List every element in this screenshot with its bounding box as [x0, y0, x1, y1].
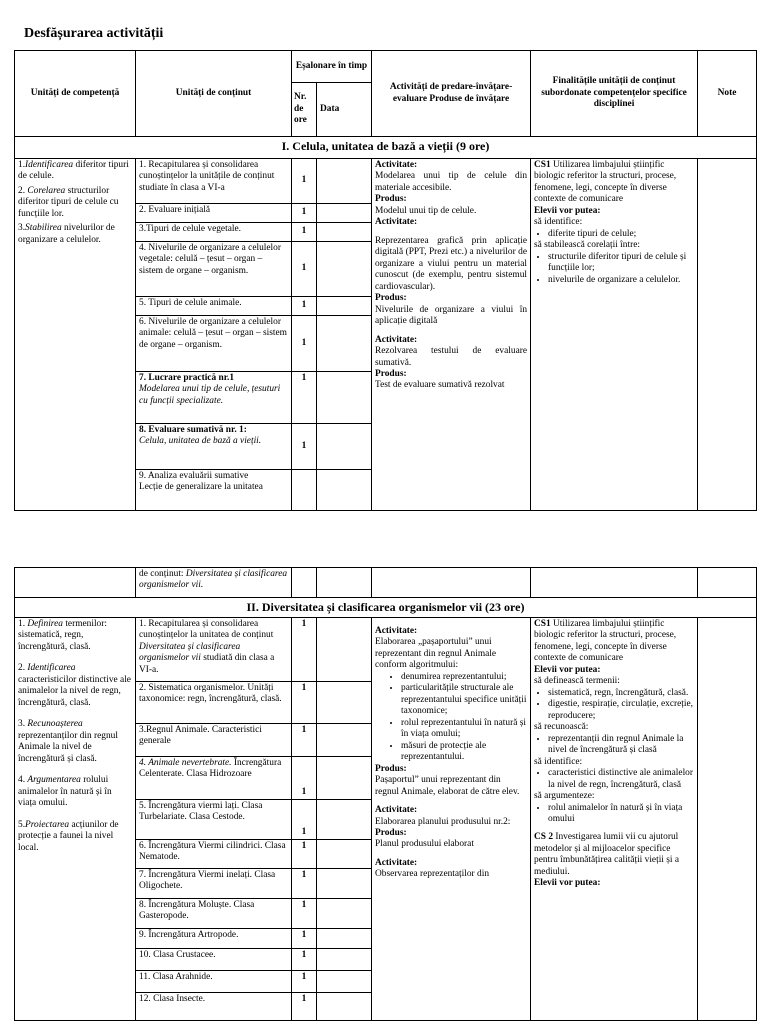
competence-item: 3.Stabilirea nivelurilor de organizare a celulelor. [18, 223, 115, 245]
notes-cell[interactable] [698, 568, 757, 598]
content-unit: 5. Tipuri de celule animale. [136, 297, 292, 316]
hours-value: 1 [292, 242, 317, 297]
date-cell[interactable] [317, 204, 372, 223]
date-cell[interactable] [317, 242, 372, 297]
competence-item: 3. Recunoașterea reprezentanților din regnul Animale la nivel de încrengătură și clasă. [18, 719, 118, 764]
hours-value [292, 568, 317, 598]
date-cell[interactable] [317, 316, 372, 372]
notes-cell[interactable] [698, 618, 757, 1021]
section-title: I. Celula, unitatea de bază a vieții (9 ore) [15, 137, 757, 159]
hours-value: 1 [292, 757, 317, 800]
competence-item: 1.Identificarea diferitor tipuri de celule. [18, 160, 129, 182]
date-cell[interactable] [317, 470, 372, 511]
outcomes-cell: CS1 Utilizarea limbajului științific biologic referitor la structuri, procese, fenomene, legi, concepte în diverse contexte de comunicare Elevii vor putea: să definească termenii: • sistematică, regn, încrengătură, clasă. • digestie, respirație, circulație, excreție, reproducere; să recunoască: • reprezentanții din regnul Animale la nivel de încrengătură și clasă să identifice: • caracteristici distinctive ale animalelor la nivel de regn, încrengătură, clasă să argumenteze: • rolul animalelor în natură și în viața omului CS 2 Investigarea lumii vii cu ajutorul metodelor și al mijloacelor specifice pentru îmbunătățirea calității vieții și a mediului. Elevii vor putea: [531, 618, 698, 1021]
date-cell[interactable] [317, 724, 372, 757]
hours-value: 1 [292, 840, 317, 869]
competence-item: 4. Argumentarea rolului animalelor în natură și în viața omului. [18, 775, 112, 809]
content-unit: 8. Încrengătura Moluște. Clasa Gasteropode. [136, 899, 292, 929]
header-notes: Note [698, 51, 757, 137]
content-unit: 1. Recapitularea și consolidarea cunoștințelor la unitățile de conținut studiate în clasa a VI-a [136, 159, 292, 204]
hours-value: 1 [292, 316, 317, 372]
date-cell[interactable] [317, 159, 372, 204]
date-cell[interactable] [317, 800, 372, 840]
content-unit: 4. Nivelurile de organizare a celulelor vegetale: celulă – țesut – organ – sistem de organe – organism. [136, 242, 292, 297]
date-cell[interactable] [317, 840, 372, 869]
content-unit: 5. Încrengătura viermi lați. Clasa Turbelariate. Clasa Cestode. [136, 800, 292, 840]
date-cell[interactable] [317, 971, 372, 993]
hours-value: 1 [292, 372, 317, 424]
content-unit: 8. Evaluare sumativă nr. 1: Celula, unitatea de bază a vieții. [136, 424, 292, 470]
notes-cell[interactable] [698, 159, 757, 511]
hours-value: 1 [292, 159, 317, 204]
header-content: Unități de conținut [136, 51, 292, 137]
content-unit: 7. Încrengătura Viermi inelați. Clasa Oligochete. [136, 869, 292, 899]
header-hours: Nr. de ore [292, 83, 317, 137]
date-cell[interactable] [317, 372, 372, 424]
section-title: II. Diversitatea și clasificarea organismelor vii (23 ore) [15, 598, 757, 618]
date-cell[interactable] [317, 929, 372, 949]
hours-value: 1 [292, 971, 317, 993]
competence-cell [15, 618, 136, 1021]
hours-value [292, 470, 317, 511]
outcomes-cell [531, 568, 698, 598]
hours-value: 1 [292, 949, 317, 971]
competence-item: 5.Proiectarea acțiunilor de protecție a faunei la nivel local. [18, 819, 119, 853]
header-outcomes: Finalitățile unității de conținut subordonate competențelor specifice disciplinei [531, 51, 698, 137]
header-date: Data [317, 83, 372, 137]
content-unit: 4. Animale nevertebrate. Încrengătura Celenterate. Clasa Hidrozoare [136, 757, 292, 800]
hours-value: 1 [292, 993, 317, 1021]
activities-cell: Activitate: Modelarea unui tip de celule din materiale accesibile. Produs: Modelul unui tip de celule. Activitate: Reprezentarea grafică prin aplicație digitală (PPT, Prezi etc.) a nivelurilor de organizare a viului pentru un material cunoscut (de exemplu, pentru sistemul cardiovascular). Produs: Nivelurile de organizare a viului în aplicație digitală Activitate: Rezolvarea testului de evaluare sumativă. Produs: Test de evaluare sumativă rezolvat [372, 159, 531, 511]
date-cell[interactable] [317, 223, 372, 242]
content-unit: 10. Clasa Crustacee. [136, 949, 292, 971]
activities-cell [372, 568, 531, 598]
date-cell[interactable] [317, 297, 372, 316]
date-cell[interactable] [317, 757, 372, 800]
competence-item: 2. Corelarea structurilor diferitor tipuri de celule cu funcțiile lor. [18, 185, 119, 219]
hours-value: 1 [292, 682, 317, 724]
date-cell[interactable] [317, 618, 372, 682]
competence-item: 1. Definirea termenilor: sistematică, regn, încrengătură, clasă. [18, 619, 107, 652]
hours-value: 1 [292, 223, 317, 242]
hours-value: 1 [292, 869, 317, 899]
content-unit: 7. Lucrare practică nr.1 Modelarea unui tip de celule, țesuturi cu funcții specializate. [136, 372, 292, 424]
activities-cell: Activitate: Elaborarea „pașaportului” unui reprezentant din regnul Animale conform algoritmului: • denumirea reprezentantului; • particularitățile structurale ale reprezentantului specifice unității taxonomice; • rolul reprezentantului în natură și în viața omului; • măsuri de protecție ale reprezentantului. Produs: Pașaportul” unui reprezentant din regnul Animale, elaborat de către elev. Activitate: Elaborarea planului produsului nr.2: Produs: Planul produsului elaborat Activitate: Observarea reprezentaților din [372, 618, 531, 1021]
hours-value: 1 [292, 204, 317, 223]
content-unit: 3.Regnul Animale. Caracteristici generale [136, 724, 292, 757]
hours-value: 1 [292, 424, 317, 470]
content-unit: 12. Clasa Insecte. [136, 993, 292, 1021]
content-unit: 9. Încrengătura Artropode. [136, 929, 292, 949]
activity-table-page-1 [14, 50, 757, 511]
content-unit: 2. Evaluare inițială [136, 204, 292, 223]
date-cell[interactable] [317, 568, 372, 598]
hours-value: 1 [292, 899, 317, 929]
content-unit: 11. Clasa Arahnide. [136, 971, 292, 993]
competence-cell [15, 568, 136, 598]
activity-table-page-2 [14, 567, 757, 1021]
header-schedule: Eșalonare în timp [292, 51, 372, 83]
content-unit: 6. Încrengătura Viermi cilindrici. Clasa Nematode. [136, 840, 292, 869]
content-unit: 3.Tipuri de celule vegetale. [136, 223, 292, 242]
content-unit: 6. Nivelurile de organizare a celulelor animale: celulă – țesut – organ – sistem de organe – organism. [136, 316, 292, 372]
outcomes-cell: CS1 Utilizarea limbajului științific biologic referitor la structuri, procese, fenomene, legi, concepte în diverse contexte de comunicare Elevii vor putea: să identifice: • diferite tipuri de celule; să stabilească corelații între: • structurile diferitor tipuri de celule și funcțiile lor; • nivelurile de organizare a celulelor. [531, 159, 698, 511]
date-cell[interactable] [317, 993, 372, 1021]
content-unit-continued: de conținut: Diversitatea și clasificarea organismelor vii. [136, 568, 292, 598]
hours-value: 1 [292, 297, 317, 316]
date-cell[interactable] [317, 424, 372, 470]
competence-item: 2. Identificarea caracteristicilor distinctive ale animalelor la nivel de regn, încrengătură, clasă. [18, 663, 131, 708]
competence-cell [15, 159, 136, 511]
date-cell[interactable] [317, 899, 372, 929]
content-unit: 9. Analiza evaluării sumative Lecție de generalizare la unitatea [136, 470, 292, 511]
hours-value: 1 [292, 929, 317, 949]
content-unit: 2. Sistematica organismelor. Unități taxonomice: regn, încrengătură, clasă. [136, 682, 292, 724]
content-unit: 1. Recapitularea și consolidarea cunoștințelor la unitatea de conținut Diversitatea și clasificarea organismelor vii studiată din clasa a VI-a. [136, 618, 292, 682]
hours-value: 1 [292, 800, 317, 840]
page-title: Desfășurarea activității [24, 26, 164, 41]
header-competence: Unități de competență [15, 51, 136, 137]
hours-value: 1 [292, 618, 317, 682]
date-cell[interactable] [317, 949, 372, 971]
header-activities: Activități de predare-învățare-evaluare Produse de învățare [372, 51, 531, 137]
date-cell[interactable] [317, 869, 372, 899]
hours-value: 1 [292, 724, 317, 757]
date-cell[interactable] [317, 682, 372, 724]
